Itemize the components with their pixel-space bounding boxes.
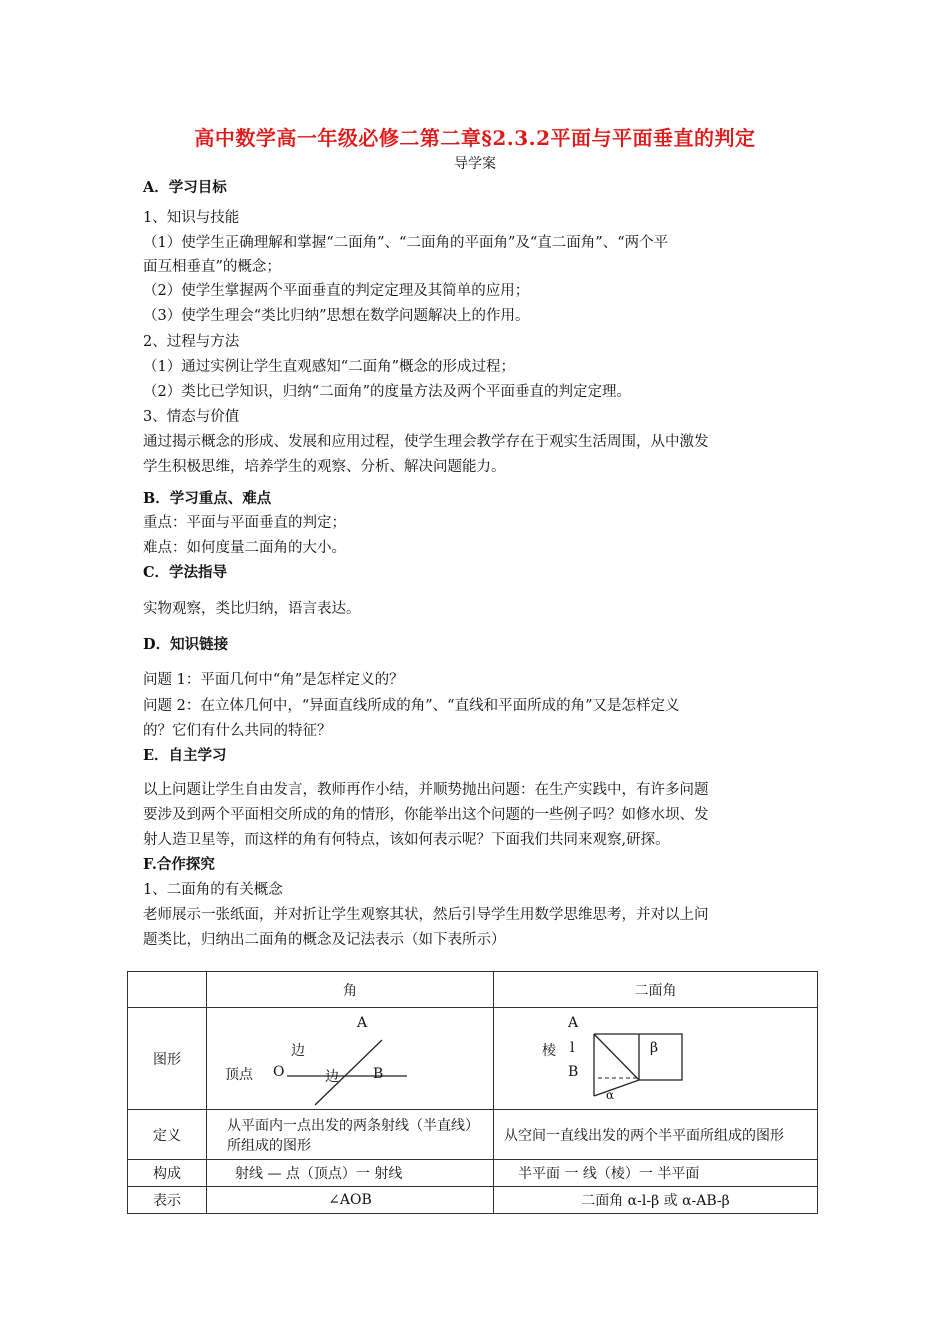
- angle-label-edge1: 边: [291, 1042, 305, 1059]
- dihedral-label-a: A: [568, 1014, 579, 1031]
- text-line: 重点：平面与平面垂直的判定；: [143, 515, 346, 531]
- angle-figure: [207, 1010, 493, 1108]
- text-line: 1、二面角的有关概念: [143, 882, 283, 898]
- angle-label-b: B: [373, 1065, 384, 1082]
- dihedral-plane-alpha-bottom: [594, 1080, 639, 1096]
- dihedral-figure: [494, 1010, 817, 1108]
- text-line: 学生积极思维，培养学生的观察、分析、解决问题能力。: [143, 459, 506, 475]
- dihedral-composition: 半平面 一 线（棱）一 半平面: [494, 1160, 818, 1187]
- angle-label-vertex: 顶点: [225, 1066, 253, 1083]
- dihedral-figure-cell: [494, 1008, 818, 1110]
- text-line: （2）使学生掌握两个平面垂直的判定定理及其简单的应用；: [143, 283, 530, 299]
- text-line: 老师展示一张纸面，并对折让学生观察其状，然后引导学生用数学思维思考，并对以上问: [143, 907, 709, 923]
- row-label-figure: 图形: [128, 1008, 207, 1110]
- row-label-definition: 定义: [128, 1110, 207, 1160]
- text-line: （3）使学生理会“类比归纳”思想在数学问题解决上的作用。: [143, 308, 530, 324]
- dihedral-plane-alpha-top: [594, 1034, 639, 1080]
- angle-label-o: O: [273, 1063, 285, 1080]
- table-header-row: [128, 972, 818, 1008]
- text-line: 实物观察，类比归纳，语言表达。: [143, 601, 361, 617]
- dihedral-label-ridge: 棱: [542, 1042, 556, 1059]
- text-line: 要涉及到两个平面相交所成的角的情形，你能举出这个问题的一些例子吗？如修水坝、发: [143, 807, 709, 823]
- dihedral-notation: 二面角 α-l-β 或 α-AB-β: [494, 1187, 818, 1214]
- dihedral-label-l: l: [570, 1039, 575, 1056]
- text-line: 问题 2：在立体几何中，“异面直线所成的角”、“直线和平面所成的角”又是怎样定义: [143, 698, 680, 714]
- dihedral-definition: 从空间一直线出发的两个半平面所组成的图形: [494, 1110, 818, 1160]
- table-row-notation: [128, 1187, 818, 1214]
- angle-figure-cell: [207, 1008, 494, 1110]
- text-line: 3、情态与价值: [143, 409, 240, 425]
- text-line: 1、知识与技能: [143, 210, 240, 226]
- text-line: 难点：如何度量二面角的大小。: [143, 540, 346, 556]
- dihedral-label-beta: β: [650, 1039, 659, 1056]
- angle-composition: 射线 — 点（顶点）一 射线: [207, 1160, 494, 1187]
- row-label-composition: 构成: [128, 1160, 207, 1187]
- table-row-definition: [128, 1110, 818, 1160]
- text-line: 2、过程与方法: [143, 334, 240, 350]
- angle-diagram: [207, 1010, 494, 1108]
- text-line: 射人造卫星等，而这样的角有何特点，该如何表示呢？下面我们共同来观察,研探。: [143, 832, 670, 848]
- row-label-notation: 表示: [128, 1187, 207, 1214]
- section-d-heading: D．知识链接: [143, 636, 229, 653]
- angle-definition: 从平面内一点出发的两条射线（半直线）所组成的图形: [207, 1110, 494, 1160]
- table-row-figure: [128, 1008, 818, 1110]
- section-f-heading: F.合作探究: [143, 856, 215, 873]
- section-b-heading: B．学习重点、难点: [143, 490, 272, 507]
- section-c-heading: C．学法指导: [143, 564, 228, 581]
- text-line: 通过揭示概念的形成、发展和应用过程，使学生理会教学存在于观实生活周围，从中激发: [143, 434, 709, 450]
- angle-notation: ∠AOB: [207, 1187, 494, 1214]
- text-line: （1）通过实例让学生直观感知“二面角”概念的形成过程；: [143, 359, 516, 375]
- section-e-heading: E．自主学习: [143, 747, 227, 764]
- table-header-angle: 角: [207, 972, 494, 1008]
- text-line: 的？它们有什么共同的特征？: [143, 723, 332, 739]
- text-line: （2）类比已学知识，归纳“二面角”的度量方法及两个平面垂直的判定定理。: [143, 384, 632, 400]
- text-line: 以上问题让学生自由发言，教师再作小结，并顺势抛出问题：在生产实践中，有许多问题: [143, 782, 709, 798]
- angle-label-edge2: 边: [325, 1068, 339, 1085]
- section-a-heading: A．学习目标: [143, 179, 227, 196]
- comparison-table: [127, 971, 818, 1214]
- dihedral-plane-beta: [594, 1034, 682, 1080]
- text-line: 面互相垂直”的概念；: [143, 259, 281, 275]
- table-row-composition: [128, 1160, 818, 1187]
- text-line: （1）使学生正确理解和掌握“二面角”、“二面角的平面角”及“直二面角”、“两个平: [143, 235, 669, 251]
- dihedral-label-b: B: [568, 1063, 579, 1080]
- text-line: 题类比，归纳出二面角的概念及记法表示（如下表所示）: [143, 932, 506, 948]
- page-title: 高中数学高一年级必修二第二章§2.3.2平面与平面垂直的判定: [194, 126, 756, 150]
- text-line: 问题 1：平面几何中“角”是怎样定义的？: [143, 672, 404, 688]
- table-header-dihedral: 二面角: [494, 972, 818, 1008]
- dihedral-label-alpha: α: [606, 1087, 615, 1102]
- angle-label-a: A: [357, 1014, 368, 1031]
- page-subtitle: 导学案: [454, 156, 496, 172]
- table-corner-cell: [128, 972, 207, 1008]
